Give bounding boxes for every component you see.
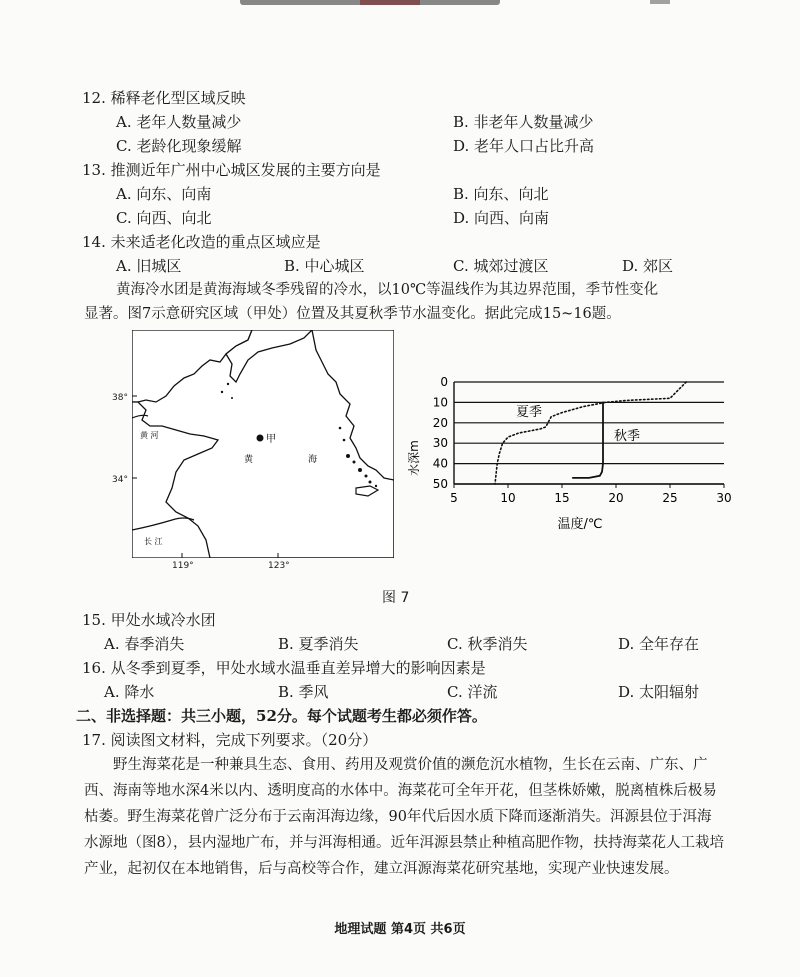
figure-caption: 图 7 [382,590,410,606]
q16-option-c: C. 洋流 [447,683,498,701]
x-tick-label: 5 [450,491,458,505]
lon-119-label: 119° [172,561,194,571]
q12-option-c: C. 老龄化现象缓解 [116,137,242,155]
q14-option-c: C. 城郊过渡区 [453,257,549,275]
q17-stem: 17. 阅读图文材料，完成下列要求。（20分） [82,731,378,749]
y-tick-label: 10 [432,395,448,410]
water-temperature-chart [400,372,760,532]
y-tick-label: 50 [432,477,448,491]
q13-option-d: D. 向西、向南 [453,209,550,227]
q16-stem: 16. 从冬季到夏季，甲处水域水温垂直差异增大的影响因素是 [82,659,486,677]
y-tick-label: 20 [432,415,448,430]
q13-option-b: B. 向东、向北 [453,185,549,203]
lat-34-label: 34° [112,475,128,485]
q15-option-d: D. 全年存在 [618,635,700,653]
q12-option-d: D. 老年人口占比升高 [453,137,595,155]
q17-paragraph: 野生海菜花是一种兼具生态、食用、药用及观赏价值的濒危沉水植物，生长在云南、广东、广西、海南等地水深4米以内、透明度高的水体中。海菜花可全年开花，但茎株娇嫩，脱离植株后极易枯萎。野生海菜花曾广泛分布于云南洱海边缘，90年代后因水质下降而逐渐消失。洱源县位于洱海水源地（图8），县内湿地广布，并与洱海相通。近年洱源县禁止种植高肥作物，扶持海菜花人工栽培产业，起初仅在本地销售，后与高校等合作，建立洱源海菜花研究基地，实现产业快速发展。 [84,757,724,877]
sea-label-2: 海 [308,455,318,465]
y-axis-label: 水深m [407,440,421,476]
q15-stem: 15. 甲处水域冷水团 [82,611,216,629]
x-tick-label: 20 [608,491,624,505]
intro-line-1: 黄海冷水团是黄海海域冬季残留的冷水，以10℃等温线作为其边界范围，季节性变化 [116,282,659,298]
lat-38-label: 38° [112,393,128,403]
q12-stem: 12. 稀释老化型区域反映 [82,89,246,107]
river-chang-label: 长 江 [144,537,163,546]
series-summer-label: 夏季 [516,405,543,420]
series-autumn-line [573,402,603,478]
scan-top-edge [0,0,800,10]
x-tick-label: 30 [716,491,732,505]
yellow-sea-map [132,330,394,558]
x-tick-label: 15 [554,491,570,505]
scan-smudge [360,0,420,5]
q13-option-c: C. 向西、向北 [116,209,212,227]
x-tick-label: 25 [662,491,678,505]
series-summer-line [495,382,686,484]
q14-option-b: B. 中心城区 [284,257,365,275]
q16-option-b: B. 季风 [278,683,329,701]
q12-option-b: B. 非老年人数量减少 [453,113,594,131]
q13-option-a: A. 向东、向南 [116,185,212,203]
section-2-heading: 二、非选择题：共三小题，52分。每个试题考生都必须作答。 [76,707,487,725]
point-jia-marker [257,435,264,442]
q16-option-d: D. 太阳辐射 [618,683,700,701]
q14-option-d: D. 郊区 [622,257,674,275]
q16-option-a: A. 降水 [104,683,155,701]
scan-smudge [650,0,670,4]
q14-stem: 14. 未来适老化改造的重点区域应是 [82,233,321,251]
intro-line-2: 显著。图7示意研究区域（甲处）位置及其夏秋季节水温变化。据此完成15~16题。 [84,306,621,322]
q12-option-a: A. 老年人数量减少 [116,113,242,131]
q17-material [84,752,724,882]
x-axis-label: 温度/℃ [557,517,603,532]
lon-123-label: 123° [268,561,290,571]
page-footer: 地理试题 第4页 共6页 [334,922,466,937]
point-jia-label: 甲 [266,434,276,445]
q15-option-b: B. 夏季消失 [278,635,359,653]
q14-option-a: A. 旧城区 [116,257,182,275]
river-huang-label: 黄 河 [140,431,159,440]
y-tick-label: 30 [432,436,448,451]
q13-stem: 13. 推测近年广州中心城区发展的主要方向是 [82,161,381,179]
q15-option-c: C. 秋季消失 [447,635,528,653]
series-autumn-label: 秋季 [614,429,641,444]
q15-option-a: A. 春季消失 [104,635,185,653]
y-tick-label: 40 [432,456,448,471]
sea-label-1: 黄 [244,455,254,465]
y-tick-label: 0 [440,375,448,389]
x-tick-label: 10 [500,491,516,505]
